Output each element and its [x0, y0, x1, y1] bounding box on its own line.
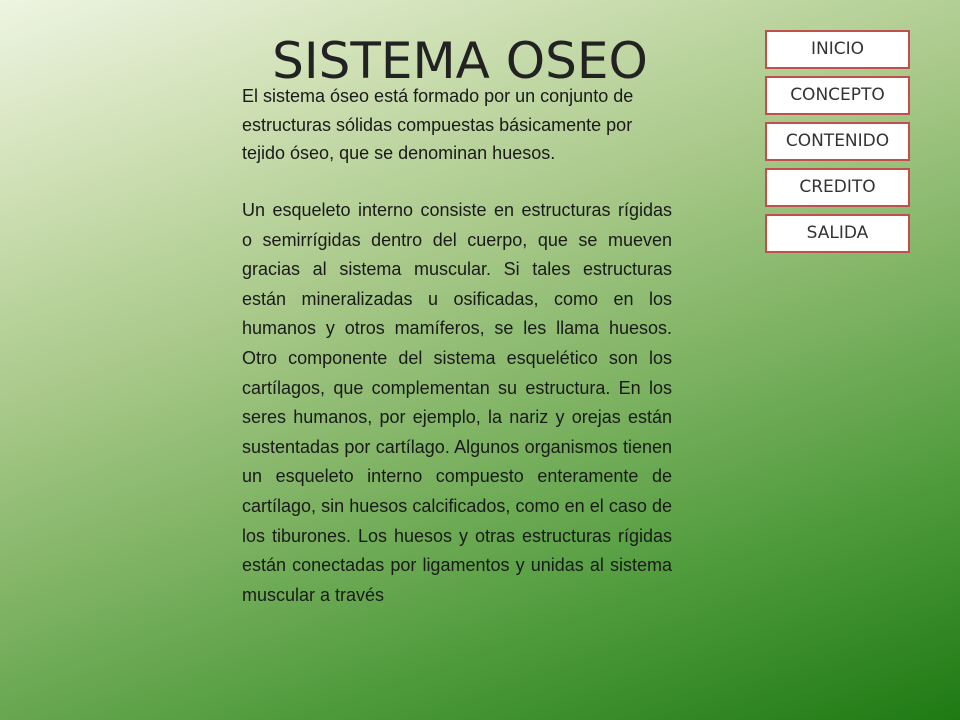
intro-paragraph: El sistema óseo está formado por un conjunto de estructuras sólidas compuestas básicamente por tejido óseo, que se denominan huesos. [242, 86, 634, 164]
nav-menu [765, 30, 910, 260]
contenido-button[interactable]: CONTENIDO [765, 122, 910, 161]
page-title: SISTEMA OSEO [272, 32, 648, 90]
salida-button[interactable]: SALIDA [765, 214, 910, 253]
concepto-button[interactable]: CONCEPTO [765, 76, 910, 115]
inicio-button[interactable]: INICIO [765, 30, 910, 69]
credito-button[interactable]: CREDITO [765, 168, 910, 207]
body-paragraph: Un esqueleto interno consiste en estructuras rígidas o semirrígidas dentro del cuerpo, que se mueven gracias al sistema muscular. Si tales estructuras están mineralizadas u osificadas, como en los humanos y otros mamíferos, se les llama huesos. Otro componente del sistema esquelético son los cartílagos, que complementan su estructura. En los seres humanos, por ejemplo, la nariz y orejas están sustentadas por cartílago. Algunos organismos tienen un esqueleto interno compuesto enteramente de cartílago, sin huesos calcificados, como en el caso de los tiburones. Los huesos y otras estructuras rígidas están conectadas por ligamentos y unidas al sistema muscular a través [242, 200, 672, 605]
